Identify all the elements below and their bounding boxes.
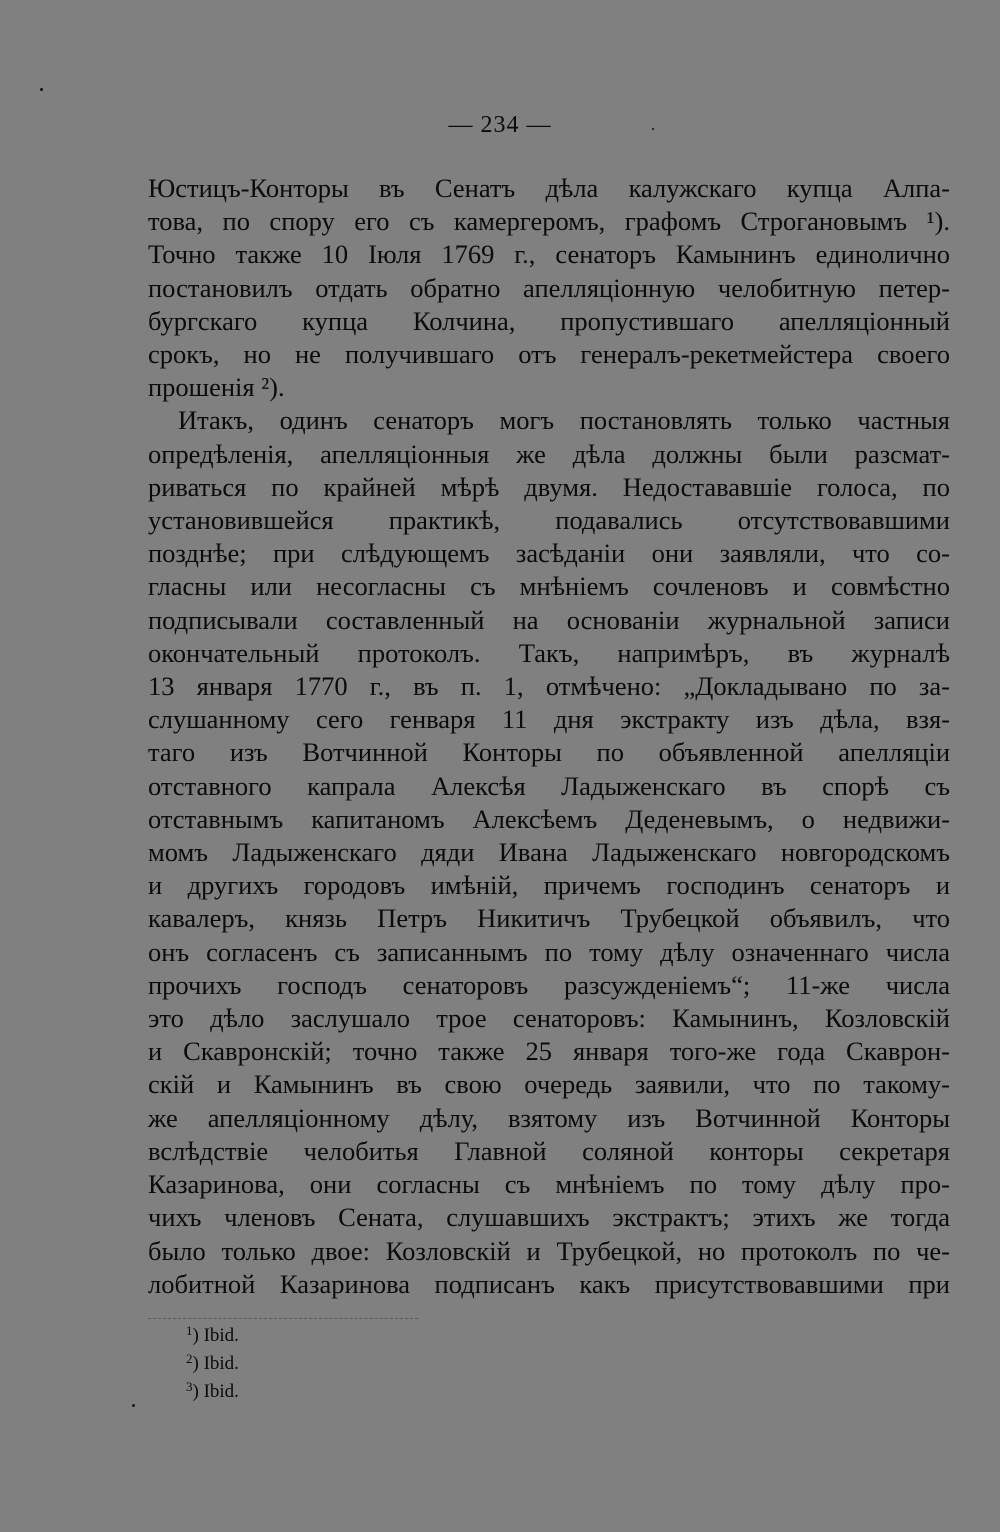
text-line: онъ согласенъ съ записаннымъ по тому дѣлу означеннаго числа: [148, 936, 950, 967]
text-line: же апелляціонному дѣлу, взятому изъ Вотчинной Конторы: [148, 1102, 950, 1133]
scan-speck: [40, 88, 43, 91]
text-line: окончательный протоколъ. Такъ, напримѣръ, въ журналѣ: [148, 637, 950, 668]
text-line: отставного капрала Алексѣя Ладыженскаго въ спорѣ съ: [148, 770, 950, 801]
page-number: — 234 —: [448, 112, 552, 138]
paragraph-1: [148, 172, 950, 404]
text-line: это дѣло заслушало трое сенаторовъ: Камынинъ, Козловскій: [148, 1003, 950, 1034]
text-line: Точно также 10 Іюля 1769 г., сенаторъ Камынинъ единолично: [148, 239, 950, 270]
text-line: бургскаго купца Колчина, пропустившаго апелляціонный: [148, 305, 950, 336]
text-line: опредѣленія, апелляціонныя же дѣла должны были разсмат-: [148, 438, 950, 469]
footnote-text: Ibid.: [203, 1381, 239, 1402]
text-line: прошенія ²).: [148, 372, 285, 403]
scan-speck: [652, 128, 654, 130]
text-line: Юстицъ-Конторы въ Сенатъ дѣла калужскаго купца Алпа-: [148, 173, 950, 203]
text-line: слушанному сего генваря 11 дня экстракту изъ дѣла, взя-: [148, 704, 950, 735]
footnote-text: Ibid.: [203, 1325, 239, 1346]
footnote-mark: 1: [186, 1323, 193, 1338]
text-line: прочихъ господъ сенаторовъ разсужденіемъ“; 11-же числа: [148, 969, 950, 1000]
text-line: това, по спору его съ камергеромъ, графомъ Строгановымъ ¹).: [148, 206, 950, 237]
scan-speck: [132, 1404, 135, 1407]
text-line: момъ Ладыженскаго дяди Ивана Ладыженскаго новгородскомъ: [148, 837, 950, 868]
text-line: установившейся практикѣ, подавались отсутствовавшими: [148, 505, 950, 536]
text-line: скій и Камынинъ въ свою очередь заявили, что по такому-: [148, 1069, 950, 1100]
text-line: кавалеръ, князь Петръ Никитичъ Трубецкой объявилъ, что: [148, 903, 950, 934]
text-line: позднѣе; при слѣдующемъ засѣданіи они заявляли, что со-: [148, 538, 950, 569]
footnote-1: $^1$) Ibid.: [186, 1323, 239, 1346]
text-line: лобитной Казаринова подписанъ какъ присутствовавшими при: [148, 1268, 950, 1299]
paragraph-2: [148, 404, 950, 1300]
text-line: постановилъ отдать обратно апелляціонную челобитную петер-: [148, 272, 950, 303]
text-line: чихъ членовъ Сената, слушавшихъ экстрактъ; этихъ же тогда: [148, 1202, 950, 1233]
text-line: отставнымъ капитаномъ Алексѣемъ Деденевымъ, о недвижи-: [148, 803, 950, 834]
footnote-text: Ibid.: [203, 1353, 239, 1374]
footnote-2: $^2$) Ibid.: [186, 1351, 239, 1374]
footnotes: [186, 1322, 239, 1406]
text-line: и Скавронскій; точно также 25 января того-же года Скаврон-: [148, 1036, 950, 1067]
text-line: риваться по крайней мѣрѣ двумя. Недостававшіе голоса, по: [148, 471, 950, 502]
footnote-mark: 2: [186, 1351, 193, 1366]
body-text: [148, 172, 950, 1301]
text-line: было только двое: Козловскій и Трубецкой, но протоколъ по че-: [148, 1235, 950, 1266]
text-line: 13 января 1770 г., въ п. 1, отмѣчено: „Докладывано по за-: [148, 671, 950, 702]
text-line: Казаринова, они согласны съ мнѣніемъ по тому дѣлу про-: [148, 1169, 950, 1200]
text-line: подписывали составленный на основаніи журнальной записи: [148, 604, 950, 635]
text-line: Итакъ, одинъ сенаторъ могъ постановлять только частныя: [178, 405, 950, 436]
text-line: и другихъ городовъ имѣній, причемъ господинъ сенаторъ и: [148, 870, 950, 901]
text-line: гласны или несогласны съ мнѣніемъ сочленовъ и совмѣстно: [148, 571, 950, 602]
text-line: таго изъ Вотчинной Конторы по объявленной апелляціи: [148, 737, 950, 768]
text-line: вслѣдствіе челобитья Главной соляной конторы секретаря: [148, 1135, 950, 1166]
footnote-3: $^3$) Ibid.: [186, 1379, 239, 1402]
text-line: срокъ, но не получившаго отъ генералъ-рекетмейстера своего: [148, 339, 950, 370]
footnote-divider: [148, 1318, 418, 1319]
footnote-mark: 3: [186, 1379, 193, 1394]
